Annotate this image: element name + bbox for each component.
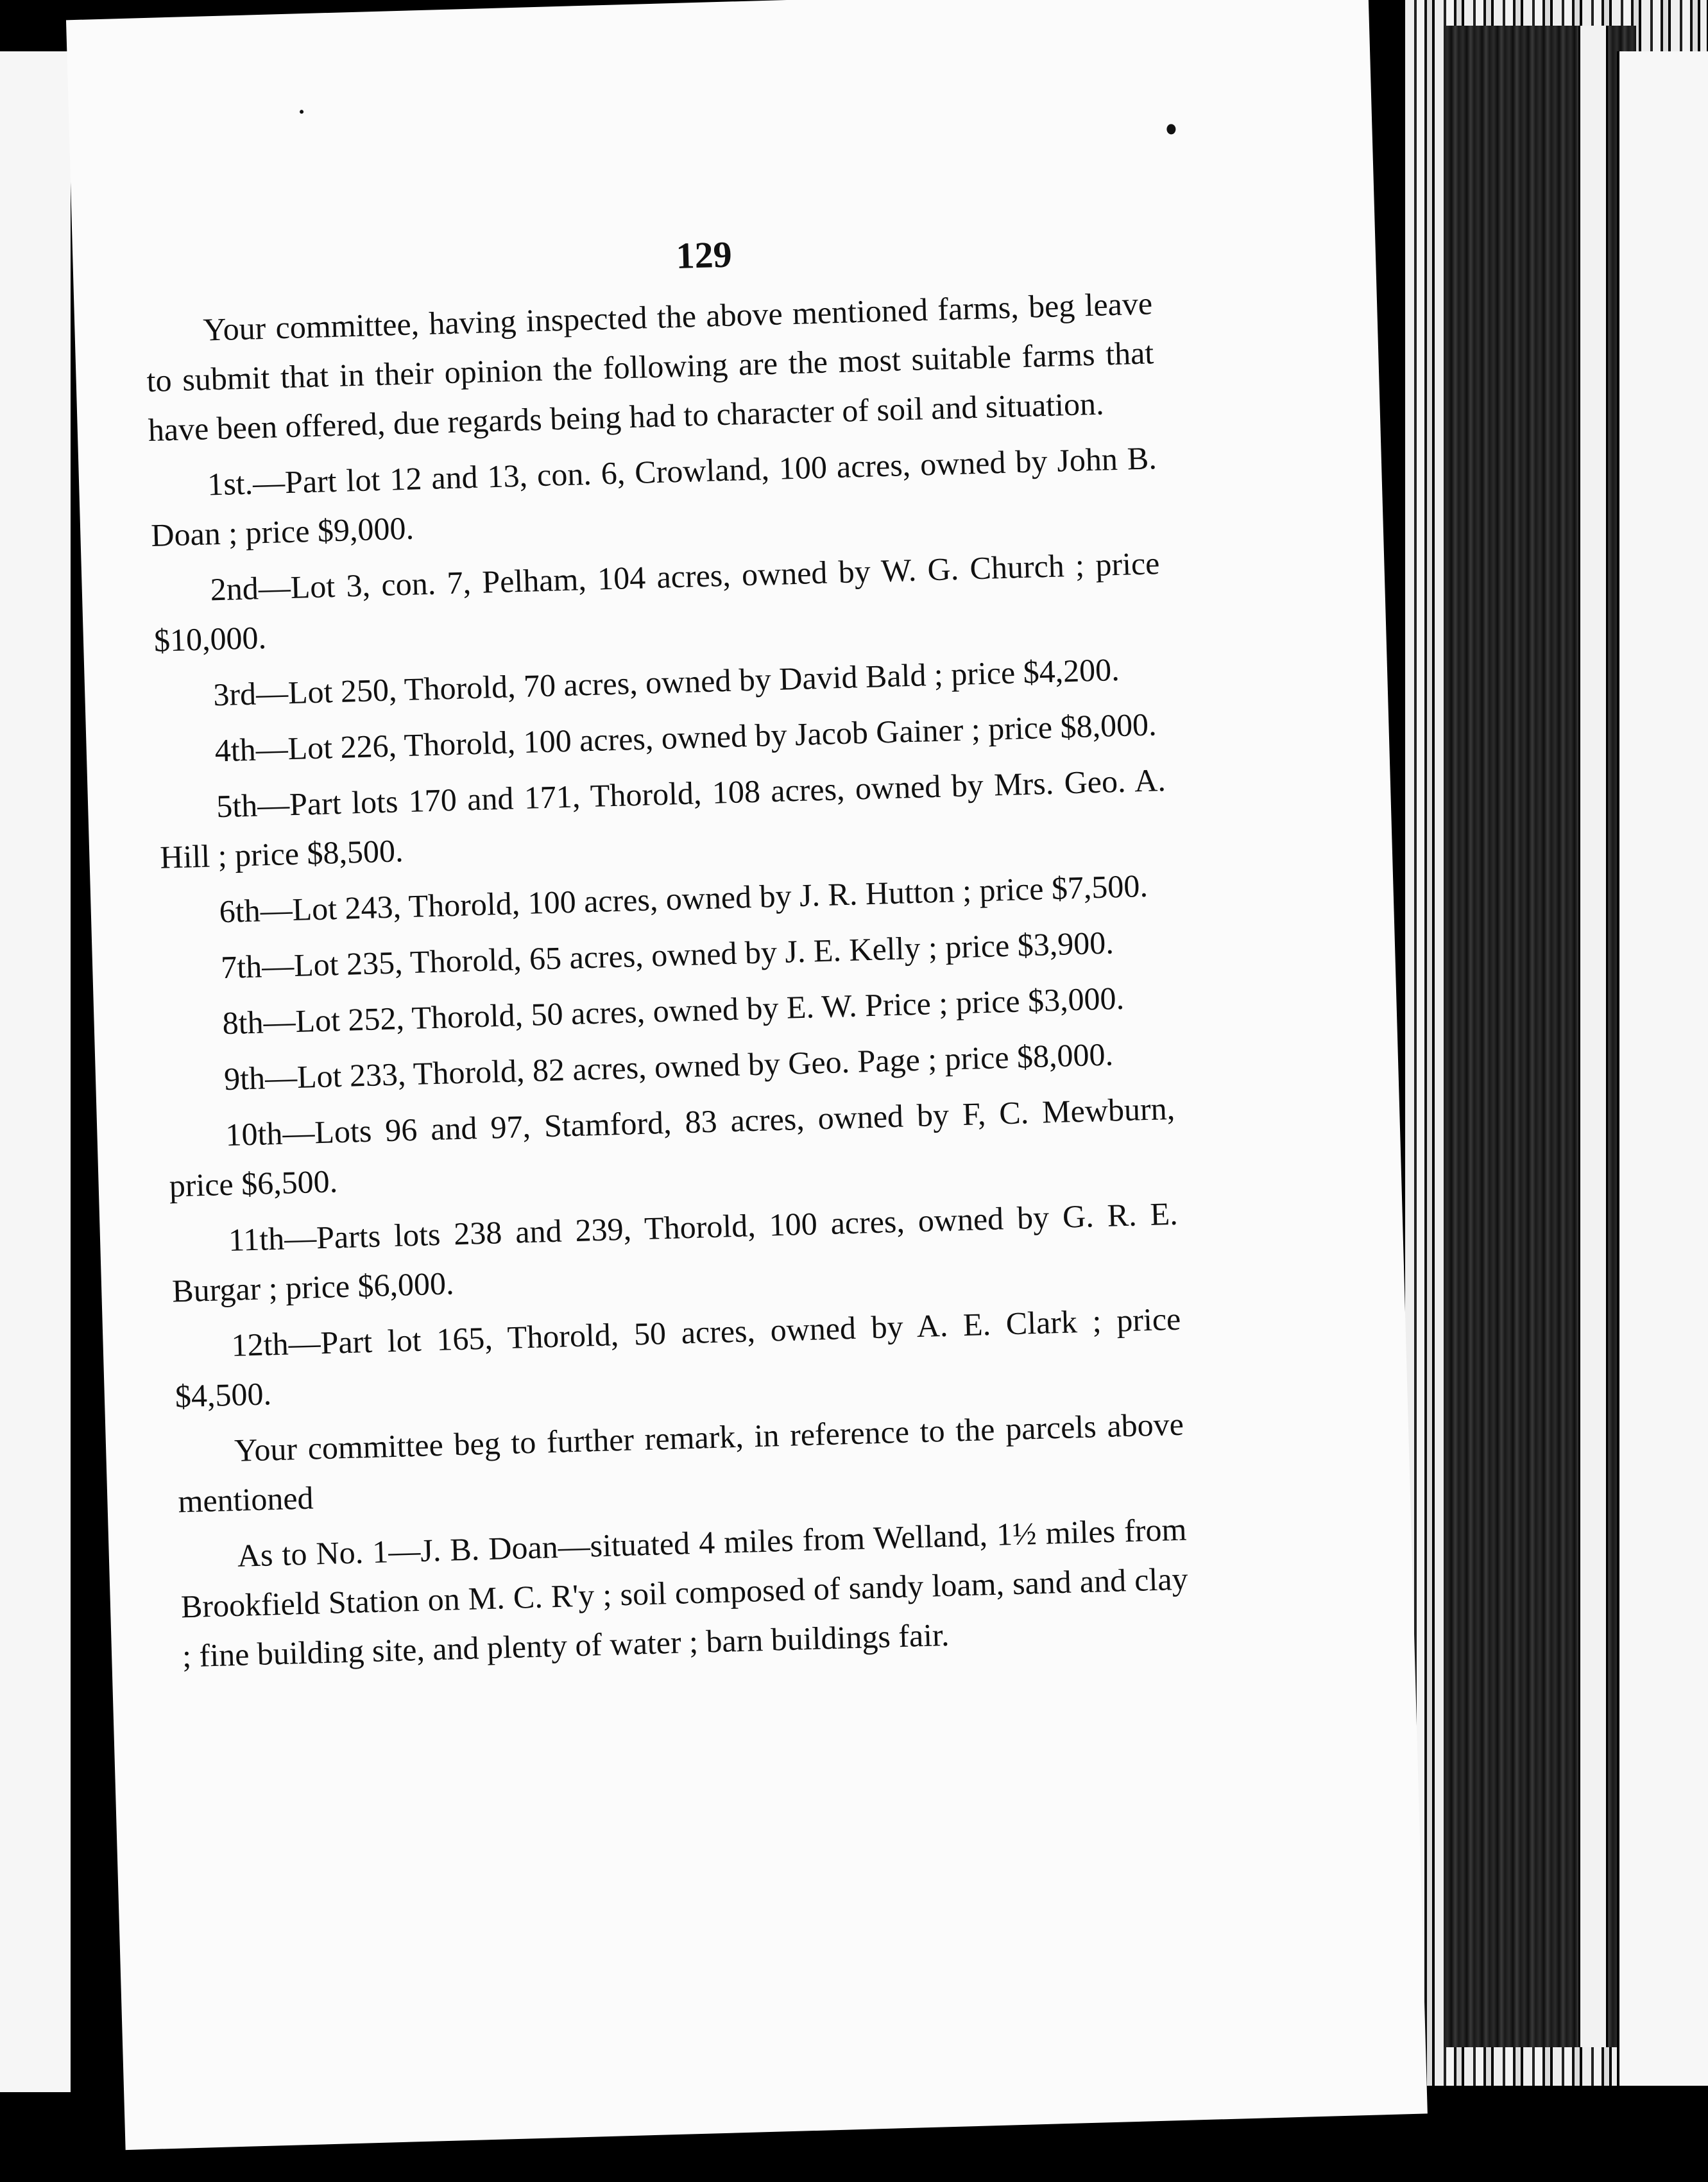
right-page-edge <box>1617 51 1708 2086</box>
list-item: 4th—Lot 226, Thorold, 100 acres, owned by Jacob Gainer ; price $8,000. <box>214 706 1157 769</box>
list-item: 12th—Part lot 165, Thorold, 50 acres, owned by A. E. Clark ; price $4,500. <box>175 1300 1181 1414</box>
facing-page-edge <box>0 51 73 2092</box>
note-paragraph: As to No. 1—J. B. Doan—situated 4 miles from Welland, 1½ miles from Brookfield Station on M. C. R'y ; soil composed of sandy loam, sand and clay ; fine building site, and plenty of water ; barn buildings fair. <box>180 1511 1189 1674</box>
ink-speck <box>1166 124 1175 134</box>
intro-paragraph: Your committee, having inspected the above mentioned farms, beg leave to submit that in their opinion the following are the most suitable farms that have been offered, due regards being had to character of soil and situation. <box>146 285 1154 449</box>
list-item: 3rd—Lot 250, Thorold, 70 acres, owned by David Bald ; price $4,200. <box>212 651 1120 713</box>
list-item: 8th—Lot 252, Thorold, 50 acres, owned by E. W. Price ; price $3,000. <box>221 979 1125 1042</box>
list-item: 11th—Parts lots 238 and 239, Thorold, 100 acres, owned by G. R. E. Burgar ; price $6,000. <box>171 1195 1179 1309</box>
list-item: 9th—Lot 233, Thorold, 82 acres, owned by Geo. Page ; price $8,000. <box>223 1036 1114 1097</box>
remark-paragraph: Your committee beg to further remark, in reference to the parcels above mentioned <box>177 1405 1184 1520</box>
book-page <box>66 0 1428 2150</box>
page-number: 129 <box>675 233 733 277</box>
list-item: 10th—Lots 96 and 97, Stamford, 83 acres, owned by F, C. Mewburn, price $6,500. <box>168 1090 1175 1204</box>
page-body <box>144 279 1190 1687</box>
page-edge-strip <box>1578 26 1608 2047</box>
list-item: 1st.—Part lot 12 and 13, con. 6, Crowland, 100 acres, owned by John B. Doan ; price $9,000. <box>150 440 1157 553</box>
list-item: 2nd—Lot 3, con. 7, Pelham, 104 acres, owned by W. G. Church ; price $10,000. <box>153 545 1161 658</box>
list-item: 7th—Lot 235, Thorold, 65 acres, owned by J. E. Kelly ; price $3,900. <box>220 924 1114 986</box>
list-item: 6th—Lot 243, Thorold, 100 acres, owned by J. R. Hutton ; price $7,500. <box>219 867 1149 930</box>
ink-speck <box>300 110 303 114</box>
list-item: 5th—Part lots 170 and 171, Thorold, 108 acres, owned by Mrs. Geo. A. Hill ; price $8,500. <box>159 761 1166 875</box>
